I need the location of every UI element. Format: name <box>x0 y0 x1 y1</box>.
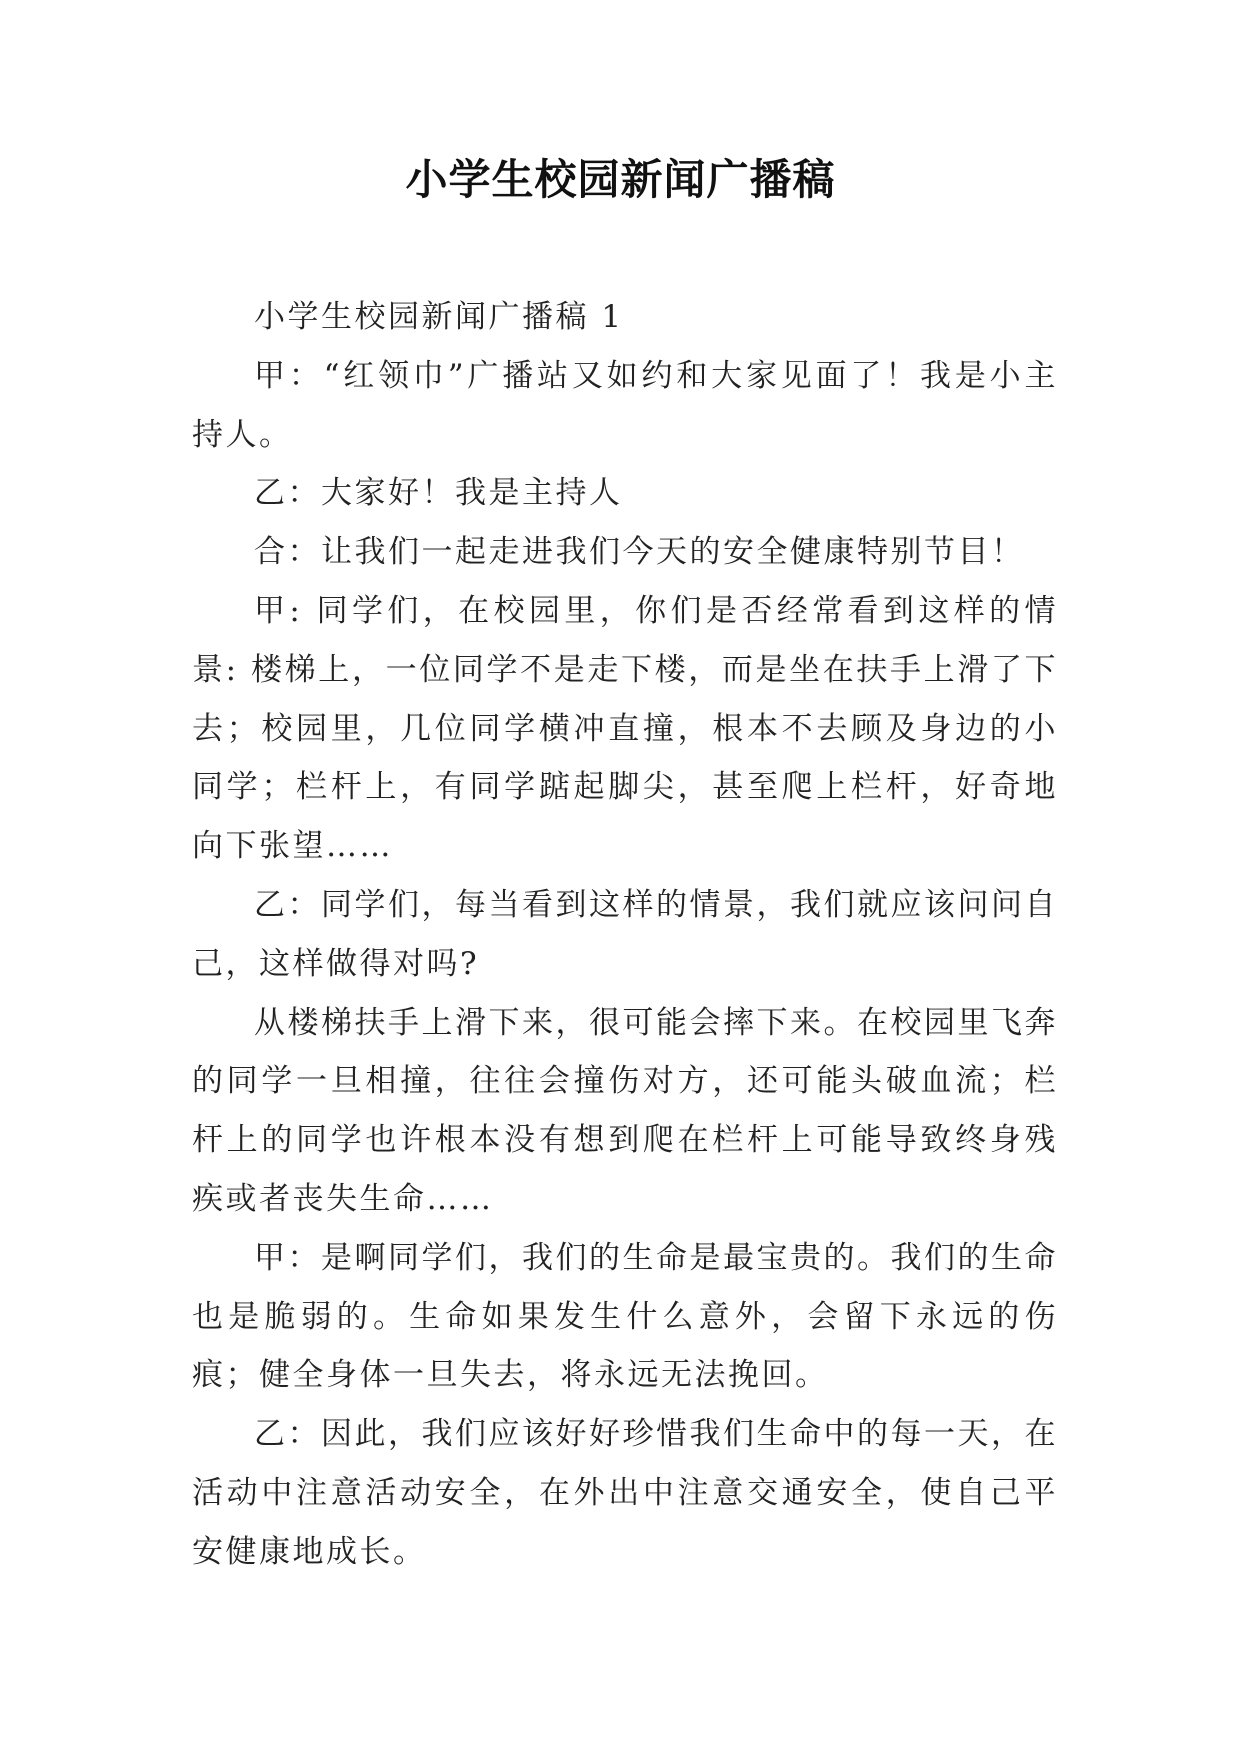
document-title: 小学生校园新闻广播稿 <box>405 155 836 204</box>
paragraph: 合：让我们一起走进我们今天的安全健康特别节目！ <box>254 534 1025 571</box>
paragraph: 乙：同学们，每当看到这样的情景，我们就应该问问自己，这样做得对吗? <box>192 886 1058 982</box>
paragraph-heading: 小学生校园新闻广播稿 1 <box>254 299 624 335</box>
paragraph: 甲：是啊同学们，我们的生命是最宝贵的。我们的生命也是脆弱的。生命如果发生什么意外，会留下永远的伤痕；健全身体一旦失去，将永远无法挽回。 <box>192 1239 1058 1394</box>
paragraph: 乙：大家好！我是主持人 <box>254 475 623 512</box>
paragraph: 甲：“红领巾”广播站又如约和大家见面了！我是小主持人。 <box>192 357 1058 453</box>
paragraph: 甲: 同学们，在校园里，你们是否经常看到这样的情景: 楼梯上，一位同学不是走下楼，而是坐在扶手上滑了下去；校园里，几位同学横冲直撞，根本不去顾及身边的小同学；栏杆上，有同学踮起脚尖，甚至爬上栏杆，好奇地向下张望…… <box>192 592 1058 865</box>
paragraph: 乙：因此，我们应该好好珍惜我们生命中的每一天，在活动中注意活动安全，在外出中注意交通安全，使自己平安健康地成长。 <box>192 1416 1058 1570</box>
paragraph: 从楼梯扶手上滑下来，很可能会摔下来。在校园里飞奔的同学一旦相撞，往往会撞伤对方，还可能头破血流；栏杆上的同学也许根本没有想到爬在栏杆上可能导致终身残疾或者丧失生命…… <box>192 1004 1058 1217</box>
document-body <box>192 288 1058 1582</box>
